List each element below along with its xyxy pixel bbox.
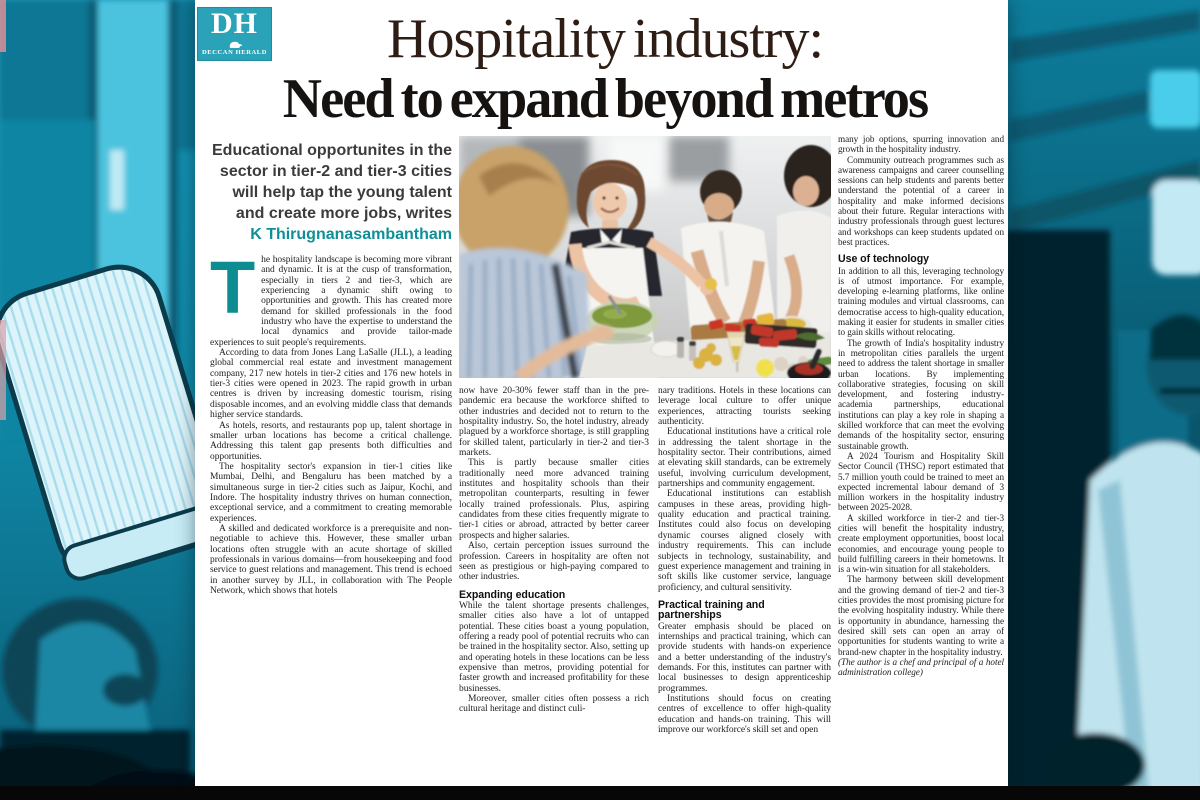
column-1 [210,134,452,747]
newspaper-clipping [195,0,1008,786]
body-paragraph: A skilled and dedicated workforce is a prerequisite and non-negotiable to achieve this. However, these smaller urban locations often struggle with an acute shortage of skilled professionals in various domains—from housekeeping and food service to guest relations and management. This trend is echoed in another survey by JLL, in collaboration with The People Network, which shows that hotels [210,523,452,596]
subhead-practical-training: Practical training and partnerships [658,598,765,622]
body-paragraph: Greater emphasis should be placed on internships and practical training, which can provide students with hands-on experience and a better understanding of the industry's demands. For this, institutes can partner with local businesses to design apprenticeship programmes. [658,621,831,694]
body-paragraph: As hotels, resorts, and restaurants pop up, talent shortage in smaller urban locations has become a critical challenge. Addressing this talent gap presents both difficulties and opportunities. [210,420,452,462]
column-2 [459,386,649,762]
column-3 [658,386,831,762]
body-paragraph: Moreover, smaller cities often possess a rich cultural heritage and distinct culi- [459,693,649,715]
body-paragraph: Institutions should focus on creating centres of excellence to offer high-quality education and hands-on training. This will improve our workforce's skill set and open [658,693,831,735]
body-paragraph: While the talent shortage presents challenges, smaller cities also have a lot of untapped potential. These cities boast a young population, offering a ready pool of potential recruits who can be trained in the hospitality sector. Also, setting up and operating hotels in these locations can be less expensive than metros, providing potential for faster growth and increased profitability for these businesses. [459,600,649,694]
body-paragraph: A skilled workforce in tier-2 and tier-3 cities will benefit the hospitality industry, create employment opportunities, boost local economies, and encourage young people to build fulfilling careers in their hometowns. It is a win-win situation for all stakeholders. [838,512,1004,575]
logo-subtext: DECCAN HERALD [201,49,268,56]
body-paragraph: In addition to all this, leveraging technology is of utmost importance. For example, developing e-learning platforms, like online training modules and virtual classrooms, can democratise access to high-quality education, making it easier for students in smaller cities to gain skills without relocating. [838,265,1004,338]
author-footnote: (The author is a chef and principal of a hotel administration college) [838,656,1004,678]
body-paragraph: The hospitality landscape is becoming more vibrant and dynamic. It is at the cusp of transformation, especially in tiers 2 and tier-3, which are experiencing a dynamic shift owing to opportunities and growth. This has created more demand for skilled professionals in the food industry who have the expertise to understand the local dynamics and provide tailor-made experiences to suit people's requirements. [210,255,452,348]
bottom-black-bar [0,786,1200,800]
subhead-use-of-technology: Use of technology [838,253,929,266]
body-paragraph: The hospitality sector's expansion in tier-1 cities like Mumbai, Delhi, and Bengaluru has been matched by a simultaneous surge in tier-2 cities such as Jaipur, Kochi, and Indore. The hospitality industry thrives on human connection, exceptional service, and a commitment to creating memorable experiences. [210,461,452,524]
article-columns [210,134,1004,762]
body-paragraph: nary traditions. Hotels in these locations can leverage local culture to offer unique experiences, attracting tourists seeking authenticity. [658,386,831,428]
body-paragraph: Educational institutions can establish campuses in these areas, providing high-quality education and practical training. Institutes could also focus on developing dynamic courses aligned closely with industry requirements. This can include subjects in technology, sustainability, and guest experience management and training in soft skills like customer service, language proficiency, and cultural sensitivity. [658,489,831,593]
column-4-body [838,134,1004,762]
headline-main: Need to expand beyond metros [282,68,928,130]
body-paragraph: Educational institutions have a critical role in addressing the talent shortage in the hospitality sector. Their contributions, aimed at elevating skill standards, can be extremely useful, involving curriculum development, partnerships and community engagement. [658,427,831,490]
body-paragraph: According to data from Jones Lang LaSalle (JLL), a leading global commercial real estate and investment management company, 217 new hotels in tier-2 cities and 176 new hotels in tier-3 cities were opened in 2023. The rapid growth in urban centres is driven by increasing domestic tourism, rising disposable incomes, and an evolving middle class that demands higher service standards. [210,348,452,421]
middle-section [459,134,831,762]
subhead-expanding-education: Expanding education [459,588,566,601]
drop-cap: T [210,255,256,329]
article-photo [459,136,831,378]
headline-kicker: Hospitality industry: [387,8,823,70]
middle-text-columns [459,386,831,762]
body-paragraph: Community outreach programmes such as awareness campaigns and career counselling sessions can help students and parents better understand the potential of a career in hospitality and make informed decisions about their future. Regular interactions with industry professionals through guest lectures and workshops can keep students updated on best practices. [838,154,1004,247]
body-paragraph: The growth of India's hospitality industry in metropolitan cities parallels the urgent need to address the talent shortage in smaller urban locations. By implementing collaborative strategies, focusing on skill development, and fostering industry-academia partnerships, educational institutions can play a key role in shaping a skilled workforce that can meet the evolving demands of the hospitality sector, ensuring sustainable growth. [838,337,1004,451]
elephant-icon [198,39,271,48]
deccan-herald-logo [197,7,272,61]
standfirst [210,140,452,245]
body-paragraph: The harmony between skill development and the growing demand of tier-2 and tier-3 cities provides the most promising picture for the evolving hospitality industry. While there is opportunity in abundance, harnessing the desired skill sets can open an array of opportunities for students wanting to write a brand-new chapter in the hospitality industry. [838,574,1004,657]
column-1-body [210,255,452,747]
body-paragraph: now have 20-30% fewer staff than in the pre-pandemic era because the workforce shifted to other industries and decided not to return to the hospitality industry. So, the hotel industry, already plagued by a workforce shortage, is still grappling for skilled talent, particularly in tier-2 and tier-3 markets. [459,386,649,459]
standfirst-author: K Thirugnanasambantham [250,226,452,243]
logo-text: DH [211,7,258,40]
body-paragraph: many job options, spurring innovation and growth in the hospitality industry. [838,134,1004,155]
body-paragraph: This is partly because smaller cities traditionally need more advanced training institutes and hospitality schools than their metropolitan counterparts, resulting in fewer locally trained professionals. Plus, aspiring candidates from these cities frequently migrate to tier-1 cities or abroad, attracted by better career prospects and higher salaries. [459,458,649,541]
standfirst-text: Educational opportunites in the sector in tier-2 and tier-3 cities will help tap the young talent and create more jobs, writes [212,142,452,222]
column-3-body [658,386,831,762]
body-paragraph: A 2024 Tourism and Hospitality Skill Sector Council (THSC) report estimated that 5.7 million youth could be trained to meet an expected incremental labour demand of 3 million workers in the hospitality industry between 2025-2028. [838,450,1004,513]
column-4 [838,134,1004,762]
column-2-body [459,386,649,762]
body-paragraph: Also, certain perception issues surround the profession. Careers in hospitality are often not seen as prestigious or high-paying compared to other industries. [459,541,649,583]
